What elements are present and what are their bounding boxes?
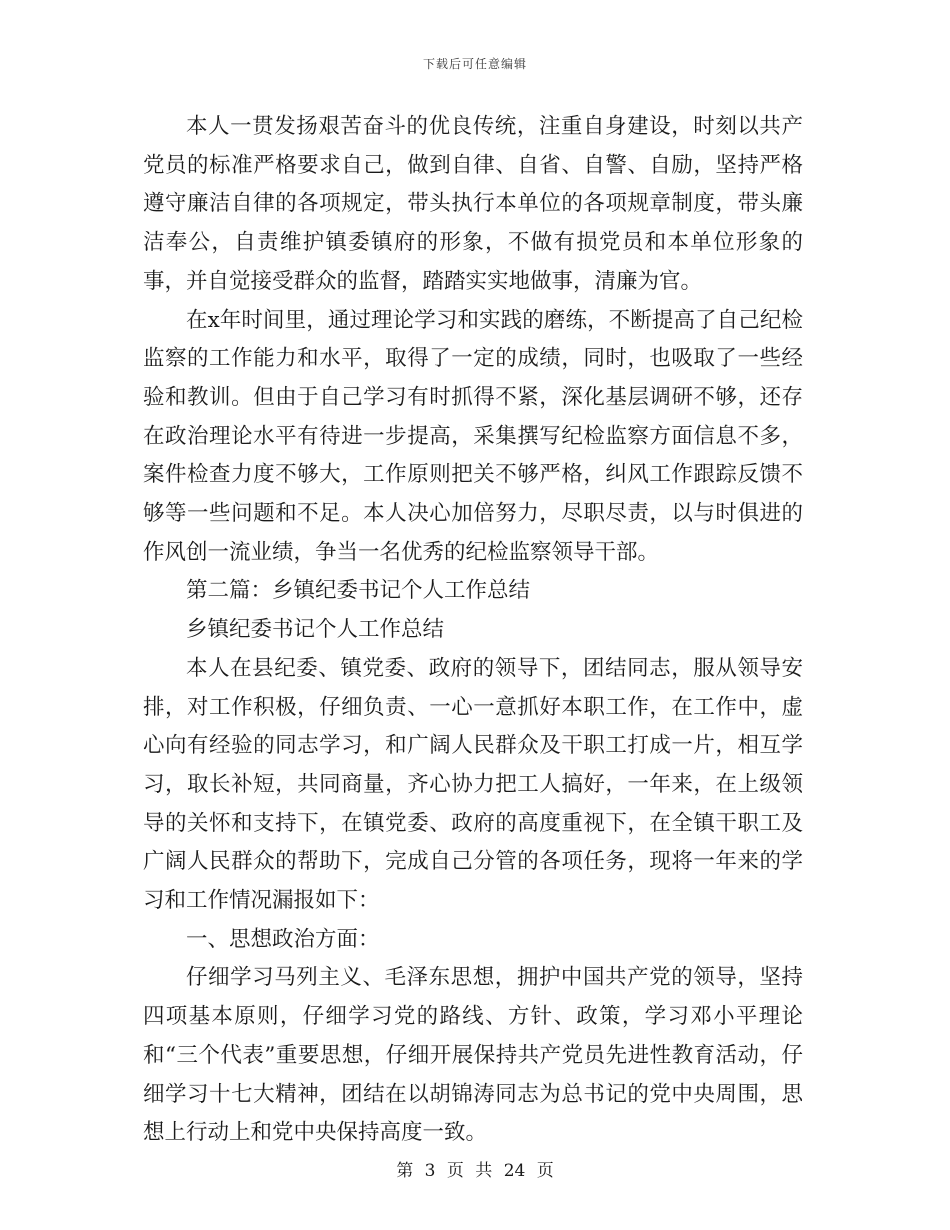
paragraph-achievements-shortcomings: 在x年时间里，通过理论学习和实践的磨练，不断提高了自己纪检监察的工作能力和水平，取得了一定的成绩，同时，也吸取了一些经验和教训。但由于自己学习有时抓得不紧，深化基层调研不够，还存在政治理论水平有待进一步提高，采集撰写纪检监察方面信息不多，案件检查力度不够大，工作原则把关不够严格，纠风工作跟踪反馈不够等一些问题和不足。本人决心加倍努力，尽职尽责，以与时俱进的作风创一流业绩，争当一名优秀的纪检监察领导干部。 [143,307,803,565]
document-body [143,108,803,1153]
document-title: 乡镇纪委书记个人工作总结 [186,617,445,643]
paragraph-introduction: 本人在县纪委、镇党委、政府的领导下，团结同志，服从领导安排，对工作积极，仔细负责、一心一意抓好本职工作，在工作中，虚心向有经验的同志学习，和广阔人民群众及干职工打成一片，相互学习，取长补短，共同商量，齐心协力把工人搞好，一年来，在上级领导的关怀和支持下，在镇党委、政府的高度重视下，在全镇干职工及广阔人民群众的帮助下，完成自己分管的各项任务，现将一年来的学习和工作情况漏报如下： [143,655,803,914]
section-heading: 第二篇：乡镇纪委书记个人工作总结 [186,578,531,604]
paragraph-self-discipline: 本人一贯发扬艰苦奋斗的优良传统，注重自身建设，时刻以共产党员的标准严格要求自己，做到自律、自省、自警、自励，坚持严格遵守廉洁自律的各项规定，带头执行本单位的各项规章制度，带头廉洁奉公，自责维护镇委镇府的形象，不做有损党员和本单位形象的事，并自觉接受群众的监督，踏踏实实地做事，清廉为官。 [143,114,803,294]
page-number: 第 3 页 共 24 页 [396,1161,554,1181]
paragraph-political-study: 仔细学习马列主义、毛泽东思想，拥护中国共产党的领导，坚持四项基本原则，仔细学习党的路线、方针、政策，学习邓小平理论和“三个代表”重要思想，仔细开展保持共产党员先进性教育活动，仔细学习十七大精神，团结在以胡锦涛同志为总书记的党中央周围，思想上行动上和党中央保持高度一致。 [143,965,803,1146]
subsection-heading: 一、思想政治方面： [186,926,380,952]
header-note: 下载后可任意编辑 [422,57,527,71]
